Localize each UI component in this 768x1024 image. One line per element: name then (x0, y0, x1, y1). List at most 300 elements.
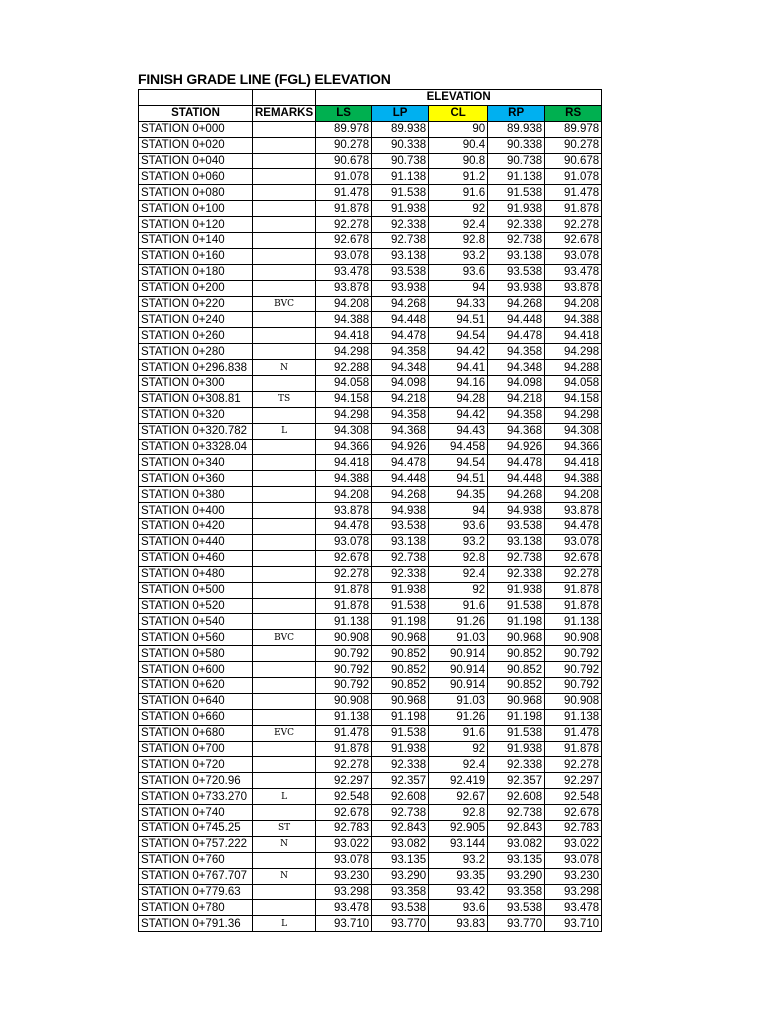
station-cell: STATION 0+620 (139, 677, 253, 693)
ls-cell: 93.230 (316, 868, 372, 884)
rs-cell: 94.208 (545, 296, 602, 312)
ls-cell: 92.678 (316, 233, 372, 249)
rs-header: RS (545, 105, 602, 121)
ls-cell: 94.418 (316, 328, 372, 344)
table-row (139, 169, 602, 185)
ls-cell: 92.678 (316, 805, 372, 821)
rp-cell: 91.538 (488, 598, 545, 614)
remarks-cell (253, 852, 316, 868)
station-cell: STATION 0+640 (139, 693, 253, 709)
lp-cell: 94.448 (372, 471, 429, 487)
table-row (139, 503, 602, 519)
rp-cell: 92.608 (488, 789, 545, 805)
table-row (139, 233, 602, 249)
table-row (139, 677, 602, 693)
remarks-cell (253, 248, 316, 264)
cl-cell: 92.8 (429, 233, 488, 249)
table-row (139, 185, 602, 201)
rs-cell: 92.278 (545, 757, 602, 773)
rs-cell: 90.908 (545, 693, 602, 709)
remarks-cell (253, 121, 316, 137)
rp-cell: 93.538 (488, 519, 545, 535)
station-cell: STATION 0+3328.04 (139, 439, 253, 455)
ls-cell: 93.478 (316, 900, 372, 916)
cl-cell: 91.03 (429, 693, 488, 709)
lp-cell: 93.538 (372, 264, 429, 280)
rs-cell: 93.078 (545, 852, 602, 868)
table-row (139, 407, 602, 423)
rs-cell: 94.366 (545, 439, 602, 455)
remarks-cell (253, 709, 316, 725)
lp-cell: 93.138 (372, 534, 429, 550)
ls-cell: 90.678 (316, 153, 372, 169)
rp-cell: 93.358 (488, 884, 545, 900)
rs-cell: 91.138 (545, 709, 602, 725)
rp-cell: 94.098 (488, 376, 545, 392)
rp-cell: 92.338 (488, 757, 545, 773)
rs-cell: 93.078 (545, 248, 602, 264)
lp-cell: 93.770 (372, 916, 429, 932)
cl-cell: 91.03 (429, 630, 488, 646)
ls-cell: 92.678 (316, 550, 372, 566)
station-cell: STATION 0+060 (139, 169, 253, 185)
table-row (139, 662, 602, 678)
rs-cell: 91.878 (545, 598, 602, 614)
rs-cell: 94.388 (545, 471, 602, 487)
ls-cell: 91.878 (316, 598, 372, 614)
remarks-cell: L (253, 789, 316, 805)
rp-cell: 94.926 (488, 439, 545, 455)
remarks-cell: L (253, 916, 316, 932)
rp-cell: 94.368 (488, 423, 545, 439)
ls-cell: 91.478 (316, 185, 372, 201)
ls-cell: 94.478 (316, 519, 372, 535)
rs-cell: 92.678 (545, 233, 602, 249)
rp-cell: 90.968 (488, 693, 545, 709)
ls-cell: 92.278 (316, 566, 372, 582)
station-cell: STATION 0+240 (139, 312, 253, 328)
cl-cell: 93.6 (429, 519, 488, 535)
cl-cell: 94.51 (429, 471, 488, 487)
cl-cell: 93.6 (429, 264, 488, 280)
lp-cell: 94.926 (372, 439, 429, 455)
remarks-cell (253, 280, 316, 296)
station-header: STATION (139, 105, 253, 121)
remarks-cell: N (253, 360, 316, 376)
ls-cell: 94.298 (316, 407, 372, 423)
table-row (139, 598, 602, 614)
rs-cell: 90.908 (545, 630, 602, 646)
cl-cell: 93.35 (429, 868, 488, 884)
rp-cell: 94.358 (488, 407, 545, 423)
lp-cell: 92.738 (372, 805, 429, 821)
rp-cell: 92.338 (488, 566, 545, 582)
rp-cell: 92.738 (488, 805, 545, 821)
rp-cell: 91.198 (488, 614, 545, 630)
table-row (139, 836, 602, 852)
lp-cell: 94.448 (372, 312, 429, 328)
station-cell: STATION 0+680 (139, 725, 253, 741)
rp-cell: 92.738 (488, 233, 545, 249)
rs-cell: 90.792 (545, 646, 602, 662)
remarks-cell: BVC (253, 296, 316, 312)
station-cell: STATION 0+720.96 (139, 773, 253, 789)
cl-cell: 92.419 (429, 773, 488, 789)
rs-cell: 93.878 (545, 503, 602, 519)
table-row (139, 328, 602, 344)
ls-cell: 94.366 (316, 439, 372, 455)
lp-cell: 91.538 (372, 598, 429, 614)
cl-cell: 91.26 (429, 614, 488, 630)
station-cell: STATION 0+757.222 (139, 836, 253, 852)
remarks-cell (253, 471, 316, 487)
station-cell: STATION 0+733.270 (139, 789, 253, 805)
lp-cell: 94.358 (372, 344, 429, 360)
rs-cell: 91.138 (545, 614, 602, 630)
lp-cell: 92.338 (372, 566, 429, 582)
table-row (139, 312, 602, 328)
rs-cell: 92.678 (545, 550, 602, 566)
rs-cell: 94.388 (545, 312, 602, 328)
remarks-cell (253, 487, 316, 503)
remarks-cell (253, 407, 316, 423)
rp-header: RP (488, 105, 545, 121)
lp-cell: 94.478 (372, 455, 429, 471)
cl-cell: 92.905 (429, 820, 488, 836)
remarks-cell: TS (253, 391, 316, 407)
lp-cell: 94.478 (372, 328, 429, 344)
cl-cell: 92 (429, 741, 488, 757)
station-cell: STATION 0+280 (139, 344, 253, 360)
rp-cell: 92.357 (488, 773, 545, 789)
table-row (139, 391, 602, 407)
header-row-top (139, 90, 602, 106)
cl-cell: 90.914 (429, 646, 488, 662)
station-cell: STATION 0+540 (139, 614, 253, 630)
station-cell: STATION 0+700 (139, 741, 253, 757)
table-row (139, 344, 602, 360)
rp-cell: 94.268 (488, 487, 545, 503)
table-row (139, 757, 602, 773)
lp-cell: 90.968 (372, 693, 429, 709)
ls-cell: 90.792 (316, 662, 372, 678)
rs-cell: 92.548 (545, 789, 602, 805)
rp-cell: 94.938 (488, 503, 545, 519)
rs-cell: 93.078 (545, 534, 602, 550)
ls-cell: 92.288 (316, 360, 372, 376)
remarks-cell (253, 264, 316, 280)
station-cell: STATION 0+779.63 (139, 884, 253, 900)
table-row (139, 614, 602, 630)
cl-cell: 91.6 (429, 725, 488, 741)
table-row (139, 376, 602, 392)
rs-cell: 91.478 (545, 185, 602, 201)
station-cell: STATION 0+220 (139, 296, 253, 312)
ls-cell: 89.978 (316, 121, 372, 137)
table-row (139, 487, 602, 503)
cl-cell: 94.41 (429, 360, 488, 376)
cl-cell: 92.4 (429, 566, 488, 582)
lp-cell: 91.938 (372, 741, 429, 757)
station-header-top (139, 90, 253, 106)
remarks-cell (253, 598, 316, 614)
ls-cell: 90.792 (316, 677, 372, 693)
rs-cell: 91.078 (545, 169, 602, 185)
ls-cell: 90.278 (316, 137, 372, 153)
cl-cell: 94.54 (429, 455, 488, 471)
lp-cell: 94.268 (372, 296, 429, 312)
rp-cell: 93.938 (488, 280, 545, 296)
cl-cell: 94.51 (429, 312, 488, 328)
remarks-cell (253, 741, 316, 757)
lp-header: LP (372, 105, 429, 121)
rs-cell: 89.978 (545, 121, 602, 137)
remarks-cell (253, 233, 316, 249)
rp-cell: 90.968 (488, 630, 545, 646)
fgl-elevation-table (138, 89, 602, 932)
remarks-cell (253, 757, 316, 773)
cl-cell: 90.4 (429, 137, 488, 153)
ls-cell: 90.792 (316, 646, 372, 662)
rs-cell: 94.208 (545, 487, 602, 503)
station-cell: STATION 0+260 (139, 328, 253, 344)
lp-cell: 90.852 (372, 662, 429, 678)
station-cell: STATION 0+780 (139, 900, 253, 916)
rp-cell: 94.448 (488, 312, 545, 328)
rs-cell: 94.308 (545, 423, 602, 439)
remarks-cell: BVC (253, 630, 316, 646)
remarks-cell (253, 312, 316, 328)
station-cell: STATION 0+040 (139, 153, 253, 169)
lp-cell: 90.338 (372, 137, 429, 153)
cl-cell: 92.4 (429, 757, 488, 773)
remarks-cell (253, 455, 316, 471)
rp-cell: 94.218 (488, 391, 545, 407)
remarks-cell (253, 217, 316, 233)
rp-cell: 90.852 (488, 646, 545, 662)
remarks-cell (253, 900, 316, 916)
table-row (139, 550, 602, 566)
ls-cell: 92.278 (316, 217, 372, 233)
lp-cell: 93.290 (372, 868, 429, 884)
ls-cell: 94.298 (316, 344, 372, 360)
lp-cell: 92.357 (372, 773, 429, 789)
rp-cell: 94.448 (488, 471, 545, 487)
remarks-cell: N (253, 868, 316, 884)
station-cell: STATION 0+520 (139, 598, 253, 614)
table-row (139, 916, 602, 932)
remarks-cell (253, 376, 316, 392)
remarks-cell (253, 646, 316, 662)
ls-cell: 94.388 (316, 471, 372, 487)
table-row (139, 264, 602, 280)
lp-cell: 92.338 (372, 757, 429, 773)
station-cell: STATION 0+320 (139, 407, 253, 423)
cl-cell: 94.42 (429, 407, 488, 423)
lp-cell: 92.738 (372, 233, 429, 249)
rs-cell: 90.278 (545, 137, 602, 153)
rs-cell: 92.678 (545, 805, 602, 821)
rp-cell: 92.738 (488, 550, 545, 566)
ls-cell: 93.878 (316, 280, 372, 296)
rp-cell: 91.938 (488, 741, 545, 757)
rp-cell: 91.538 (488, 185, 545, 201)
remarks-cell (253, 201, 316, 217)
table-row (139, 805, 602, 821)
lp-cell: 94.098 (372, 376, 429, 392)
rs-cell: 94.478 (545, 519, 602, 535)
station-cell: STATION 0+400 (139, 503, 253, 519)
table-row (139, 789, 602, 805)
station-cell: STATION 0+767.707 (139, 868, 253, 884)
ls-cell: 91.138 (316, 614, 372, 630)
rs-cell: 92.783 (545, 820, 602, 836)
rp-cell: 94.478 (488, 328, 545, 344)
table-row (139, 725, 602, 741)
table-row (139, 137, 602, 153)
lp-cell: 93.138 (372, 248, 429, 264)
cl-cell: 93.83 (429, 916, 488, 932)
station-cell: STATION 0+500 (139, 582, 253, 598)
table-row (139, 693, 602, 709)
ls-cell: 92.297 (316, 773, 372, 789)
remarks-cell (253, 503, 316, 519)
elevation-header: ELEVATION (316, 90, 602, 106)
table-row (139, 741, 602, 757)
ls-cell: 92.278 (316, 757, 372, 773)
cl-cell: 93.144 (429, 836, 488, 852)
remarks-cell (253, 550, 316, 566)
remarks-cell (253, 519, 316, 535)
table-row (139, 519, 602, 535)
rp-cell: 93.135 (488, 852, 545, 868)
ls-cell: 92.783 (316, 820, 372, 836)
rp-cell: 92.843 (488, 820, 545, 836)
remarks-cell (253, 169, 316, 185)
station-cell: STATION 0+300 (139, 376, 253, 392)
lp-cell: 94.348 (372, 360, 429, 376)
cl-cell: 91.6 (429, 185, 488, 201)
ls-cell: 90.908 (316, 693, 372, 709)
lp-cell: 90.968 (372, 630, 429, 646)
station-cell: STATION 0+160 (139, 248, 253, 264)
remarks-cell (253, 137, 316, 153)
rs-cell: 94.298 (545, 344, 602, 360)
rs-cell: 94.418 (545, 328, 602, 344)
station-cell: STATION 0+560 (139, 630, 253, 646)
cl-cell: 90.8 (429, 153, 488, 169)
ls-cell: 94.418 (316, 455, 372, 471)
cl-cell: 93.42 (429, 884, 488, 900)
rs-cell: 92.297 (545, 773, 602, 789)
rs-cell: 91.878 (545, 741, 602, 757)
remarks-cell (253, 439, 316, 455)
remarks-cell (253, 805, 316, 821)
cl-cell: 94 (429, 503, 488, 519)
station-cell: STATION 0+440 (139, 534, 253, 550)
cl-cell: 92.8 (429, 805, 488, 821)
ls-cell: 93.022 (316, 836, 372, 852)
ls-cell: 93.078 (316, 534, 372, 550)
rp-cell: 93.290 (488, 868, 545, 884)
station-cell: STATION 0+580 (139, 646, 253, 662)
remarks-cell: L (253, 423, 316, 439)
cl-cell: 93.2 (429, 248, 488, 264)
remarks-cell (253, 662, 316, 678)
lp-cell: 93.538 (372, 519, 429, 535)
station-cell: STATION 0+760 (139, 852, 253, 868)
remarks-cell: N (253, 836, 316, 852)
cl-cell: 93.2 (429, 534, 488, 550)
remarks-cell (253, 185, 316, 201)
table-row (139, 217, 602, 233)
table-row (139, 360, 602, 376)
ls-cell: 91.078 (316, 169, 372, 185)
rs-cell: 94.288 (545, 360, 602, 376)
ls-cell: 93.078 (316, 852, 372, 868)
header-row (139, 105, 602, 121)
table-row (139, 709, 602, 725)
ls-cell: 94.308 (316, 423, 372, 439)
rs-cell: 93.478 (545, 900, 602, 916)
rp-cell: 93.082 (488, 836, 545, 852)
rs-cell: 94.298 (545, 407, 602, 423)
remarks-cell (253, 884, 316, 900)
rp-cell: 94.268 (488, 296, 545, 312)
cl-cell: 94.28 (429, 391, 488, 407)
ls-cell: 94.208 (316, 487, 372, 503)
lp-cell: 92.338 (372, 217, 429, 233)
remarks-header: REMARKS (253, 105, 316, 121)
cl-cell: 94.16 (429, 376, 488, 392)
ls-cell: 90.908 (316, 630, 372, 646)
rp-cell: 91.198 (488, 709, 545, 725)
cl-cell: 94 (429, 280, 488, 296)
rs-cell: 93.478 (545, 264, 602, 280)
rs-cell: 90.678 (545, 153, 602, 169)
table-row (139, 820, 602, 836)
rp-cell: 90.852 (488, 662, 545, 678)
station-cell: STATION 0+340 (139, 455, 253, 471)
lp-cell: 94.218 (372, 391, 429, 407)
table-row (139, 121, 602, 137)
table-body (139, 121, 602, 931)
lp-cell: 92.843 (372, 820, 429, 836)
rs-cell: 91.478 (545, 725, 602, 741)
station-cell: STATION 0+380 (139, 487, 253, 503)
lp-cell: 91.938 (372, 201, 429, 217)
cl-cell: 94.33 (429, 296, 488, 312)
station-cell: STATION 0+740 (139, 805, 253, 821)
remarks-cell (253, 328, 316, 344)
lp-cell: 93.358 (372, 884, 429, 900)
cl-cell: 93.2 (429, 852, 488, 868)
rp-cell: 89.938 (488, 121, 545, 137)
station-cell: STATION 0+600 (139, 662, 253, 678)
table-row (139, 630, 602, 646)
rp-cell: 91.538 (488, 725, 545, 741)
station-cell: STATION 0+745.25 (139, 820, 253, 836)
ls-cell: 93.710 (316, 916, 372, 932)
remarks-cell (253, 344, 316, 360)
cl-cell: 92 (429, 201, 488, 217)
remarks-cell: EVC (253, 725, 316, 741)
ls-header: LS (316, 105, 372, 121)
rp-cell: 90.738 (488, 153, 545, 169)
rp-cell: 93.138 (488, 248, 545, 264)
table-row (139, 534, 602, 550)
ls-cell: 93.078 (316, 248, 372, 264)
